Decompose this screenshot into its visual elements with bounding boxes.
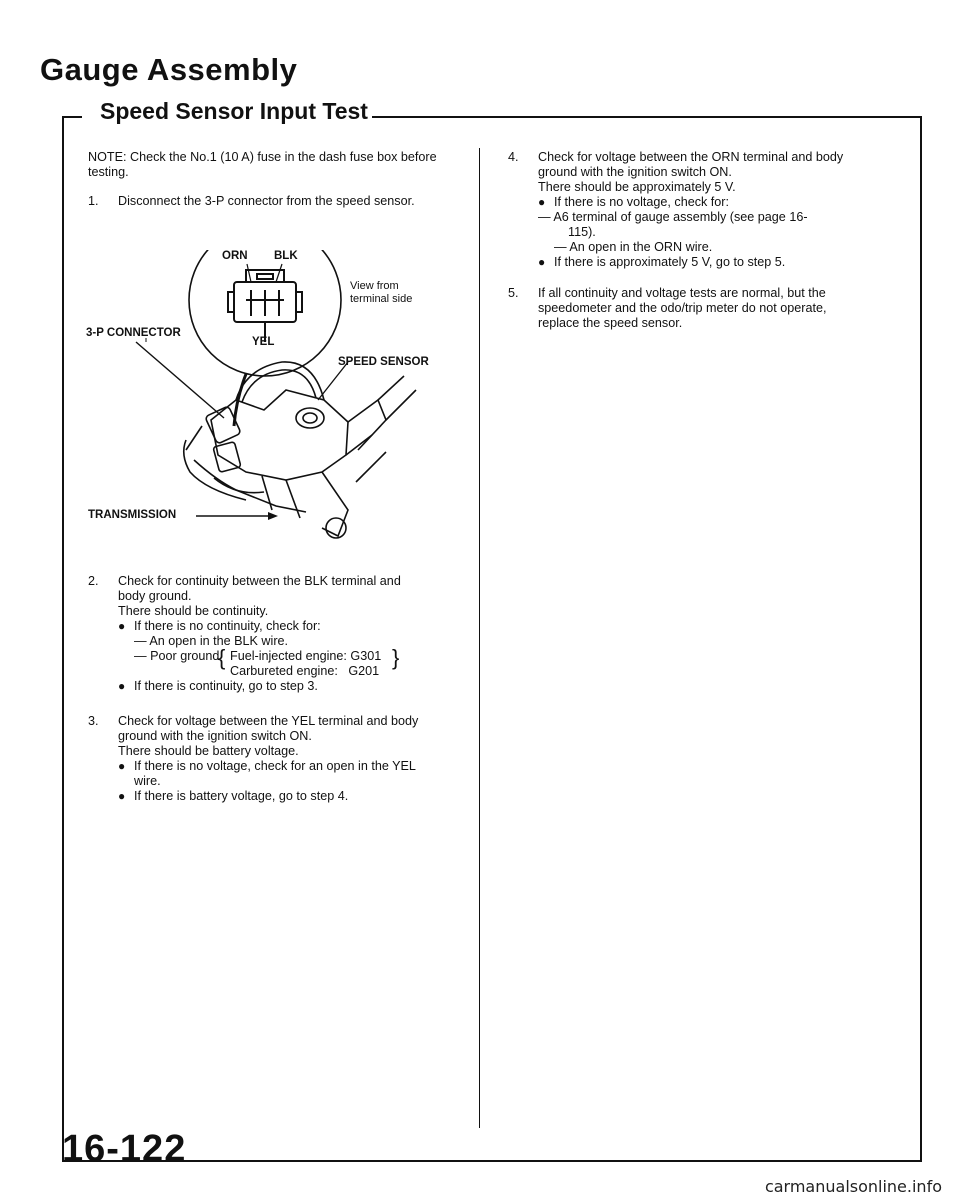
step-line: replace the speed sensor. (538, 316, 683, 330)
step-number: 3. (88, 714, 99, 728)
step-line: If all continuity and voltage tests are normal, but the (538, 286, 826, 300)
step-line: Check for voltage between the ORN terminal and body (538, 150, 844, 164)
step-number: 2. (88, 574, 99, 588)
step-line: ground with the ignition switch ON. (118, 729, 312, 743)
step-line: Check for voltage between the YEL terminal and body (118, 714, 419, 728)
view-note-line-2: terminal side (350, 293, 413, 305)
step-line: ground with the ignition switch ON. (538, 165, 732, 179)
blk-label: BLK (274, 250, 298, 262)
section-title: Speed Sensor Input Test (96, 98, 372, 125)
sub-item: — A6 terminal of gauge assembly (see page 16- (538, 210, 808, 224)
sub-item: — An open in the BLK wire. (134, 634, 289, 648)
bullet-item: ● If there is continuity, go to step 3. (118, 679, 401, 694)
watermark-text: carmanualsonline.info (764, 1177, 942, 1196)
view-note (350, 280, 412, 306)
step-line: There should be approximately 5 V. (538, 180, 736, 194)
frame-top-rule-right (362, 116, 922, 118)
bullet-item: ● If there is battery voltage, go to step 4. (118, 789, 418, 804)
note-text: NOTE: Check the No.1 (10 A) fuse in the dash fuse box before testing. (88, 150, 437, 179)
column-divider (479, 148, 480, 1128)
step-number: 5. (508, 286, 519, 300)
step-number: 4. (508, 150, 519, 164)
sub-item: — An open in the ORN wire. (554, 240, 713, 254)
bullet-item: ● If there is approximately 5 V, go to step 5. (538, 255, 843, 270)
step-line: speedometer and the odo/trip meter do not operate, (538, 301, 827, 315)
step-line: Disconnect the 3-P connector from the speed sensor. (118, 194, 415, 208)
ground-fi: Fuel-injected engine: G301 (230, 649, 382, 663)
transmission-label: TRANSMISSION (88, 509, 177, 521)
yel-label: YEL (252, 336, 275, 348)
view-note-line-1: View from (350, 280, 399, 292)
step-number: 1. (88, 194, 99, 208)
left-brace: { (218, 645, 226, 670)
step-line: There should be continuity. (118, 604, 269, 618)
page-number: 16-122 (62, 1128, 187, 1170)
sub-item-continuation: 115). (568, 225, 596, 239)
connector-label: 3-P CONNECTOR (86, 327, 181, 339)
bullet-continuation: wire. (134, 774, 161, 788)
bullet-item: ● If there is no voltage, check for an open in the YEL (118, 759, 418, 774)
page-title: Gauge Assembly (40, 52, 298, 87)
poor-ground-label: — Poor ground (134, 649, 220, 663)
step-line: There should be battery voltage. (118, 744, 299, 758)
frame-top-rule-left (62, 116, 82, 118)
bullet-item: ● If there is no continuity, check for: (118, 619, 401, 634)
ground-carb: Carbureted engine: G201 (230, 664, 380, 678)
right-brace: } (392, 645, 400, 670)
speed-sensor-label: SPEED SENSOR (338, 356, 429, 368)
bullet-item: ● If there is no voltage, check for: (538, 195, 843, 210)
step-line: body ground. (118, 589, 192, 603)
orn-label: ORN (222, 250, 248, 262)
step-line: Check for continuity between the BLK terminal and (118, 574, 401, 588)
speed-sensor-figure (86, 250, 478, 560)
poor-ground-item (118, 645, 401, 679)
